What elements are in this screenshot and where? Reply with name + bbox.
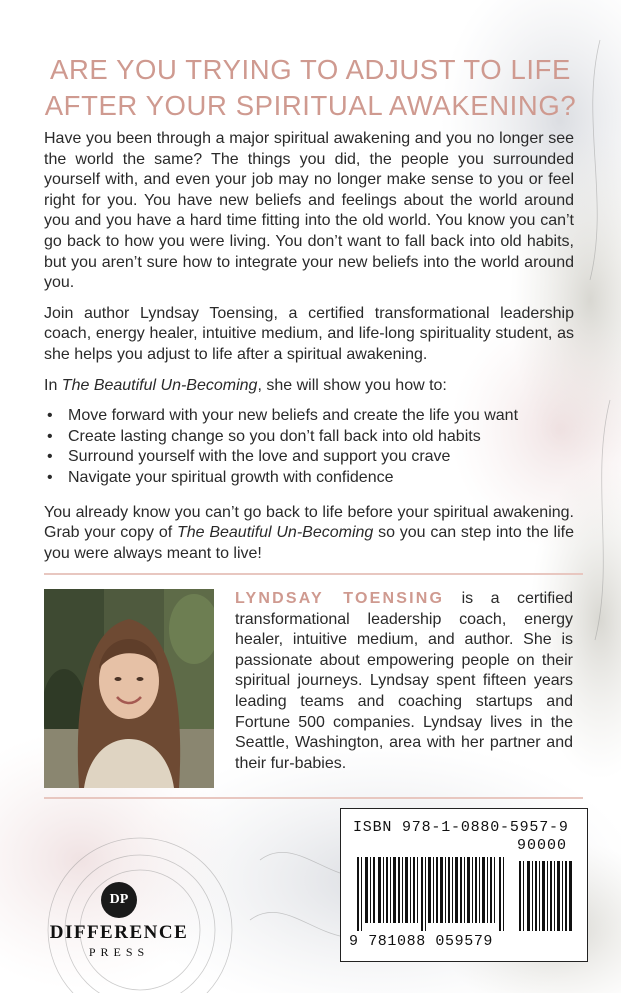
list-item: • Create lasting change so you don’t fall back into old habits bbox=[44, 427, 574, 448]
price-code: 90000 bbox=[516, 837, 567, 854]
barcode-digits: 9 781088 059579 bbox=[349, 933, 494, 950]
promise-pre: In bbox=[44, 376, 62, 394]
publisher-logo-icon bbox=[44, 882, 194, 960]
description-block bbox=[44, 129, 574, 574]
promise-paragraph bbox=[44, 376, 574, 397]
barcode-icon bbox=[357, 857, 507, 931]
author-name: LYNDSAY TOENSING bbox=[235, 590, 445, 607]
author-bio bbox=[235, 589, 573, 774]
list-item: • Navigate your spiritual growth with confidence bbox=[44, 468, 574, 489]
list-item: • Surround yourself with the love and support you crave bbox=[44, 447, 574, 468]
barcode-box bbox=[340, 808, 588, 962]
headline-line-2: AFTER YOUR SPIRITUAL AWAKENING? bbox=[44, 90, 577, 121]
benefits-list bbox=[44, 406, 574, 488]
bullet-dot-icon: • bbox=[47, 427, 53, 445]
divider-top bbox=[44, 573, 583, 575]
bullet-dot-icon: • bbox=[47, 448, 53, 466]
headline-line-1: ARE YOU TRYING TO ADJUST TO LIFE bbox=[50, 54, 571, 85]
publisher-monogram: DP bbox=[101, 882, 137, 918]
bio-text: is a certified transformational leadership coach, energy healer, intuitive medium, and author. She is passionate about empowering people on their spiritual journeys. Lyndsay spent fifteen years leading teams and coaching startups and Fortune 500 companies. Lyndsay lives in the Seattle, Washington, area with her partner and their fur-babies. bbox=[235, 590, 573, 772]
author-paragraph: Join author Lyndsay Toensing, a certified transformational leadership coach, energy healer, intuitive medium, and life-long spirituality student, as she helps you adjust to life after a spiritual awakening. bbox=[44, 304, 574, 363]
isbn-text: ISBN 978-1-0880-5957-9 bbox=[353, 819, 569, 836]
closing-paragraph bbox=[44, 503, 574, 565]
bullet-dot-icon: • bbox=[47, 407, 53, 425]
bullet-dot-icon: • bbox=[47, 468, 53, 486]
list-item: • Move forward with your new beliefs and create the life you want bbox=[44, 406, 574, 427]
author-photo bbox=[44, 589, 214, 788]
closing-pre: You already know you can’t go back to life before your spiritual awakening. Grab your copy of bbox=[44, 503, 574, 542]
promise-post: , she will show you how to: bbox=[257, 376, 447, 394]
intro-paragraph: Have you been through a major spiritual awakening and you no longer see the world the same? The things you did, the people you surrounded yourself with, and even your job may no longer make sense to you or feel right for you. You have new beliefs and feelings about the world around you and you have a hard time fitting into the old world. You know you can’t go back to how you were living. You don’t want to fall back into old habits, but you aren’t sure how to integrate your new beliefs into the world around you. bbox=[44, 130, 574, 292]
closing-post: so you can step into the life you were always meant to live! bbox=[44, 524, 575, 562]
divider-bottom bbox=[44, 797, 583, 799]
addon-barcode-icon bbox=[519, 857, 575, 931]
book-title: The Beautiful Un-Becoming bbox=[61, 376, 258, 394]
publisher-subname: PRESS bbox=[88, 945, 150, 959]
book-title: The Beautiful Un-Becoming bbox=[176, 524, 374, 542]
publisher-name: DIFFERENCE bbox=[49, 922, 189, 943]
headline bbox=[0, 52, 621, 124]
